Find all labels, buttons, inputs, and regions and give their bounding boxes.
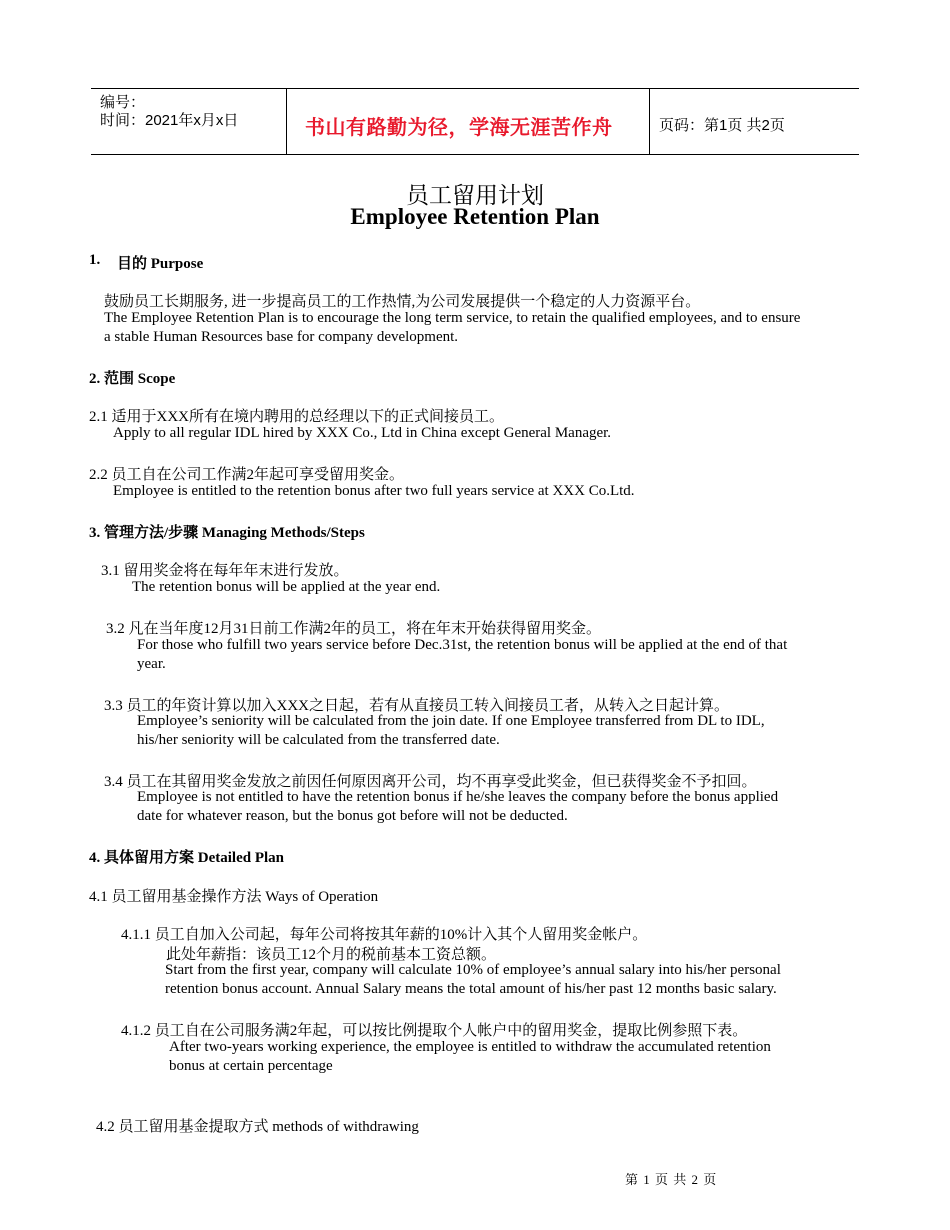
section-4-1-subheading: 4.1 员工留用基金操作方法 Ways of Operation xyxy=(89,889,379,905)
section-1-text-en-1: The Employee Retention Plan is to encourage the long term service, to retain the qualified employees, and to ensure xyxy=(104,310,801,326)
header-page-label: 页码：第1页 共2页 xyxy=(659,117,785,134)
doc-time-label: 时间：2021年x月x日 xyxy=(100,112,239,129)
section-4-1-2-text-cn: 4.1.2 员工自在公司服务满2年起，可以按比例提取个人帐户中的留用奖金，提取比例参照下表。 xyxy=(121,1023,748,1039)
title-chinese: 员工留用计划 xyxy=(406,183,544,208)
section-3-2-text-en-2: year. xyxy=(137,656,166,672)
section-4-2-subheading: 4.2 员工留用基金提取方式 methods of withdrawing xyxy=(96,1119,419,1135)
section-3-2-text-en-1: For those who fulfill two years service before Dec.31st, the retention bonus will be applied at the end of that xyxy=(137,637,788,653)
section-3-1-text-en: The retention bonus will be applied at the year end. xyxy=(132,579,441,595)
section-2-2-text-en: Employee is entitled to the retention bonus after two full years service at XXX Co.Ltd. xyxy=(113,483,635,499)
section-4-1-1-text-cn-2: 此处年薪指：该员工12个月的税前基本工资总额。 xyxy=(166,947,497,963)
title-english: Employee Retention Plan xyxy=(350,204,600,229)
section-4-1-1-text-cn: 4.1.1 员工自加入公司起，每年公司将按其年薪的10%计入其个人留用奖金帐户。 xyxy=(121,927,648,943)
section-2-heading: 2. 范围 Scope xyxy=(89,371,176,387)
section-3-4-text-cn: 3.4 员工在其留用奖金发放之前因任何原因离开公司，均不再享受此奖金，但已获得奖金不予扣回。 xyxy=(104,774,757,790)
section-3-3-text-cn: 3.3 员工的年资计算以加入XXX之日起，若有从直接员工转入间接员工者，从转入之日起计算。 xyxy=(104,698,730,714)
section-4-1-2-text-en-1: After two-years working experience, the employee is entitled to withdraw the accumulated retention xyxy=(169,1039,771,1055)
header-motto: 书山有路勤为径，学海无涯苦作舟 xyxy=(305,117,613,139)
footer-page-number: 第 1 页 共 2 页 xyxy=(625,1172,718,1187)
section-2-2-text-cn: 2.2 员工自在公司工作满2年起可享受留用奖金。 xyxy=(89,467,405,483)
section-4-heading: 4. 具体留用方案 Detailed Plan xyxy=(89,850,284,866)
section-1-number: 1. xyxy=(89,252,101,268)
header-divider-right xyxy=(649,89,650,154)
section-1-text-en-2: a stable Human Resources base for company development. xyxy=(104,329,459,345)
section-3-4-text-en-2: date for whatever reason, but the bonus got before will not be deducted. xyxy=(137,808,568,824)
section-1-heading: 目的 Purpose xyxy=(117,256,204,272)
section-3-4-text-en-1: Employee is not entitled to have the retention bonus if he/she leaves the company before the bonus applied xyxy=(137,789,779,805)
header-bottom-rule xyxy=(91,154,859,155)
section-3-1-text-cn: 3.1 留用奖金将在每年年末进行发放。 xyxy=(101,563,349,579)
header-divider-left xyxy=(286,89,287,154)
header-top-rule xyxy=(91,88,859,89)
section-3-3-text-en-2: his/her seniority will be calculated from the transferred date. xyxy=(137,732,500,748)
section-4-1-1-text-en-2: retention bonus account. Annual Salary means the total amount of his/her past 12 months basic salary. xyxy=(165,981,777,997)
section-3-heading: 3. 管理方法/步骤 Managing Methods/Steps xyxy=(89,525,365,541)
section-4-1-1-text-en-1: Start from the first year, company will calculate 10% of employee’s annual salary into his/her personal xyxy=(165,962,781,978)
section-2-1-text-en: Apply to all regular IDL hired by XXX Co., Ltd in China except General Manager. xyxy=(113,425,612,441)
section-3-3-text-en-1: Employee’s seniority will be calculated from the join date. If one Employee transferred from DL to IDL, xyxy=(137,713,765,729)
section-2-1-text-cn: 2.1 适用于XXX所有在境内聘用的总经理以下的正式间接员工。 xyxy=(89,409,505,425)
doc-number-label: 编号： xyxy=(100,94,146,111)
section-3-2-text-cn: 3.2 凡在当年度12月31日前工作满2年的员工，将在年末开始获得留用奖金。 xyxy=(106,621,602,637)
section-1-text-cn: 鼓励员工长期服务, 进一步提高员工的工作热情,为公司发展提供一个稳定的人力资源平台。 xyxy=(104,294,701,310)
section-4-1-2-text-en-2: bonus at certain percentage xyxy=(169,1058,333,1074)
